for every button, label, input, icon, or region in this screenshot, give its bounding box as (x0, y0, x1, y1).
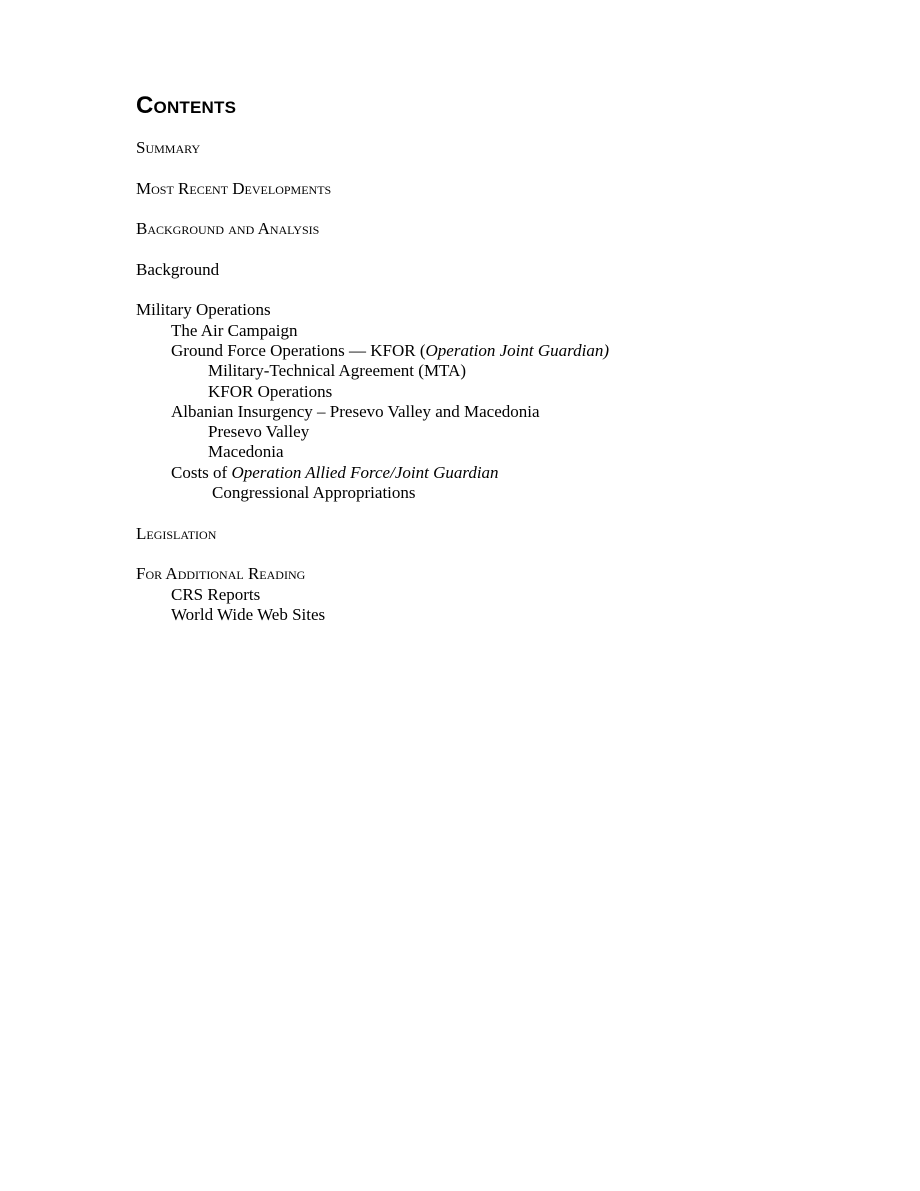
toc-item-summary[interactable]: Summary (136, 138, 201, 157)
toc-item-costs[interactable] (136, 463, 856, 483)
toc-item-congressional-appropriations[interactable]: Congressional Appropriations (212, 483, 416, 503)
toc-item-macedonia[interactable]: Macedonia (208, 442, 284, 462)
toc-item-albanian-insurgency[interactable]: Albanian Insurgency – Presevo Valley and Macedonia (171, 401, 540, 421)
toc-item-ground-force-prefix: Ground Force Operations — KFOR ( (171, 340, 426, 360)
toc-item-background[interactable]: Background (136, 259, 220, 279)
toc-item-presevo-valley[interactable]: Presevo Valley (208, 422, 310, 442)
toc-item-costs-prefix: Costs of (171, 462, 232, 482)
toc-item-background-and-analysis[interactable]: Background and Analysis (136, 219, 320, 239)
toc-item-crs-reports[interactable]: CRS Reports (171, 584, 261, 604)
toc-item-ground-force-operations[interactable] (136, 341, 856, 361)
toc-item-military-technical-agreement[interactable]: Military-Technical Agreement (MTA) (208, 361, 467, 381)
toc-item-kfor-operations[interactable]: KFOR Operations (208, 381, 333, 401)
page-title: Contents (136, 92, 237, 119)
toc-item-costs-italic: Operation Allied Force/Joint Guardian (231, 462, 499, 482)
toc-item-air-campaign[interactable]: The Air Campaign (171, 320, 298, 340)
toc-item-ground-force-italic: Operation Joint Guardian) (425, 340, 610, 360)
toc-item-legislation[interactable]: Legislation (136, 523, 217, 543)
contents-page (136, 92, 856, 625)
toc-item-for-additional-reading[interactable]: For Additional Reading (136, 564, 306, 584)
toc-item-world-wide-web-sites[interactable]: World Wide Web Sites (171, 604, 326, 624)
toc-item-most-recent-developments[interactable]: Most Recent Developments (136, 178, 332, 198)
toc-item-military-operations[interactable]: Military Operations (136, 300, 271, 320)
